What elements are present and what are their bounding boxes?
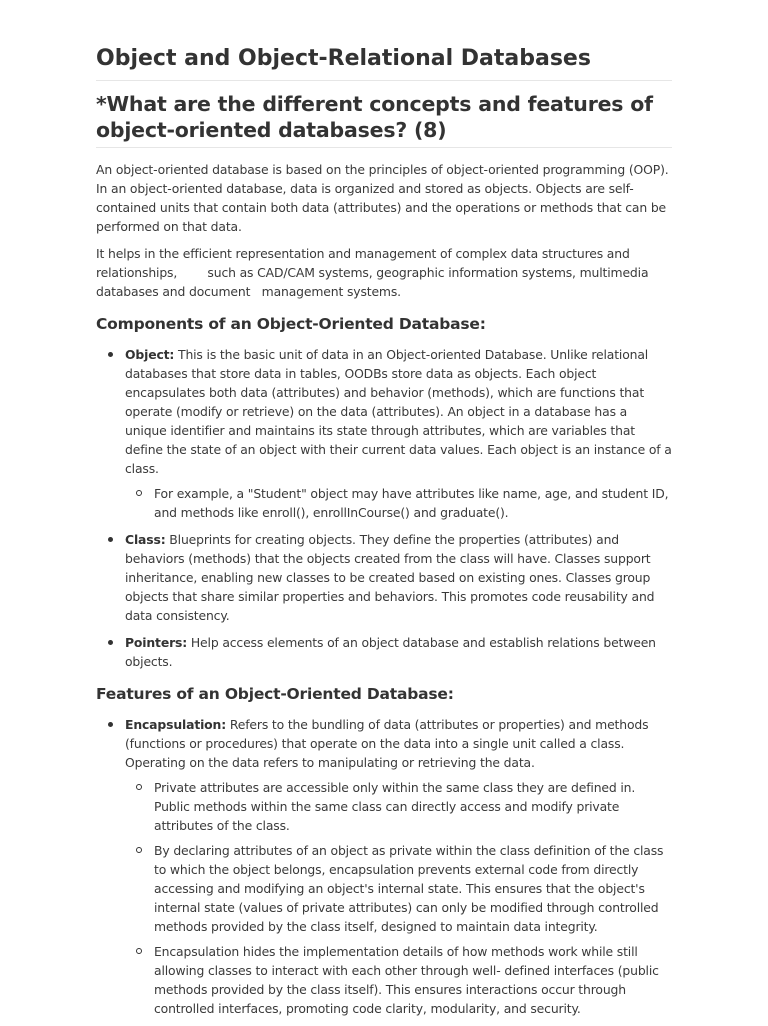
term-label: Class:: [125, 532, 166, 547]
sub-list-item: By declaring attributes of an object as private within the class definition of the class to which the object belongs, encapsulation prevents external code from directly accessing and modifying an object's internal state. This ensures that the object's internal state (values of private attributes) can only be modified through controlled methods provided by the class itself, designed to maintain data integrity.: [154, 841, 672, 936]
item-text: Blueprints for creating objects. They define the properties (attributes) and behaviors (methods) that the objects created from the class will have. Classes support inheritance, enabling new classes to be created based on existing ones. Classes group objects that share similar properties and behaviors. This promotes code reusability and data consistency.: [125, 532, 655, 623]
list-item: [125, 715, 672, 1018]
sub-list-item: Encapsulation hides the implementation details of how methods work while still allowing classes to interact with each other through well- defined interfaces (public methods provided by the class itself). This ensures interactions occur through controlled interfaces, promoting code clarity, modularity, and security.: [154, 942, 672, 1018]
document-page: [96, 44, 672, 1026]
intro-paragraph: An object-oriented database is based on the principles of object-oriented programming (OOP). In an object-oriented database, data is organized and stored as objects. Objects are self-contained units that contain both data (attributes) and the operations or methods that can be performed on that data.: [96, 162, 669, 234]
term-label: Encapsulation:: [125, 717, 227, 732]
item-text: Refers to the bundling of data (attributes or properties) and methods (functions or procedures) that operate on the data into a single unit called a class. Operating on the data refers to manipulating or retrieving the data.: [125, 717, 649, 770]
item-text: Help access elements of an object database and establish relations between objects.: [125, 635, 656, 669]
features-list: [96, 715, 672, 1018]
features-heading: Features of an Object-Oriented Database:: [96, 685, 454, 703]
sub-list: [125, 484, 672, 522]
list-item: [125, 530, 672, 625]
list-item: [125, 633, 672, 671]
item-text: This is the basic unit of data in an Object-oriented Database. Unlike relational databases that store data in tables, OODBs store data as objects. Each object encapsulates both data (attributes) and behavior (methods), which are functions that operate (modify or retrieve) on the data (attributes). An object in a database has a unique identifier and maintains its state through attributes, which are variables that define the state of an object with their current data values. Each object is an instance of a class.: [125, 347, 672, 476]
sub-list: [125, 778, 672, 1018]
components-list: [96, 345, 672, 671]
sub-list-item: Private attributes are accessible only within the same class they are defined in. Public methods within the same class can directly access and modify private attributes of the class.: [154, 778, 672, 835]
components-heading: Components of an Object-Oriented Database:: [96, 315, 486, 333]
question-heading: *What are the different concepts and features of object-oriented databases? (8): [96, 91, 672, 148]
sub-list-item: For example, a "Student" object may have attributes like name, age, and student ID, and methods like enroll(), enrollInCourse() and graduate().: [154, 484, 672, 522]
term-label: Pointers:: [125, 635, 188, 650]
list-item: [125, 345, 672, 522]
page-title: Object and Object-Relational Databases: [96, 44, 672, 81]
term-label: Object:: [125, 347, 175, 362]
intro-paragraph: It helps in the efficient representation and management of complex data structures and relationships, such as CAD/CAM systems, geographic information systems, multimedia databases and document management systems.: [96, 246, 653, 299]
